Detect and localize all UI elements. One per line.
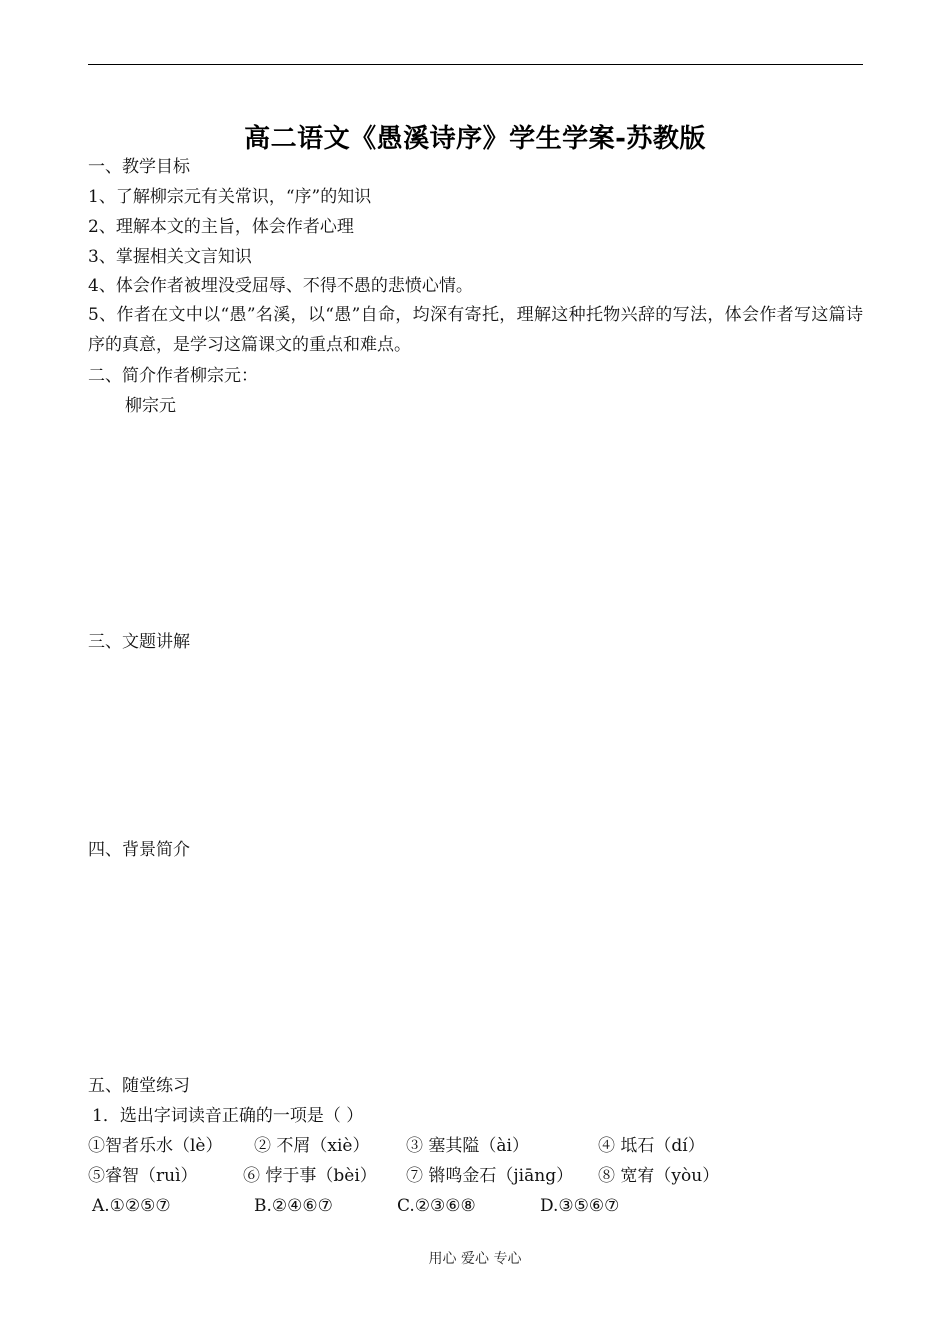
reading-item-2: ② 不屑（xiè） (254, 1136, 370, 1156)
page-footer: 用心 爱心 专心 (428, 1251, 522, 1267)
exercise-question: 1．选出字词读音正确的一项是（ ） (92, 1106, 364, 1126)
reading-item-7: ⑦ 锵鸣金石（jiāng） (406, 1166, 574, 1186)
author-name: 柳宗元 (125, 396, 176, 416)
section-heading-title-explanation: 三、文题讲解 (88, 632, 190, 652)
goal-item-3: 3、掌握相关文言知识 (88, 247, 252, 267)
reading-item-3: ③ 塞其隘（ài） (406, 1136, 529, 1156)
choice-b: B.②④⑥⑦ (254, 1196, 333, 1216)
goal-item-2: 2、理解本文的主旨，体会作者心理 (88, 217, 354, 237)
reading-item-8: ⑧ 宽宥（yòu） (598, 1166, 720, 1186)
choice-d: D.③⑤⑥⑦ (540, 1196, 620, 1216)
section-heading-goals: 一、教学目标 (88, 157, 190, 177)
reading-item-1: ①智者乐水（lè） (88, 1136, 223, 1156)
reading-item-5: ⑤睿智（ruì） (88, 1166, 198, 1186)
section-heading-author: 二、简介作者柳宗元： (88, 366, 258, 386)
section-heading-background: 四、背景简介 (88, 840, 190, 860)
choice-c: C.②③⑥⑧ (397, 1196, 476, 1216)
reading-item-6: ⑥ 悖于事（bèi） (243, 1166, 377, 1186)
reading-item-4: ④ 坻石（dí） (598, 1136, 705, 1156)
choice-a: A.①②⑤⑦ (92, 1196, 171, 1216)
header-rule (88, 64, 863, 65)
section-heading-practice: 五、随堂练习 (88, 1076, 190, 1096)
goal-item-4: 4、体会作者被埋没受屈辱、不得不愚的悲愤心情。 (88, 276, 473, 296)
goal-item-1: 1、了解柳宗元有关常识，“序”的知识 (88, 187, 372, 207)
document-title: 高二语文《愚溪诗序》学生学案-苏教版 (244, 124, 706, 154)
goal-item-5: 5、作者在文中以“愚”名溪，以“愚”自命，均深有寄托，理解这种托物兴辞的写法，体会作者写这篇诗序的真意，是学习这篇课文的重点和难点。 (88, 305, 863, 355)
